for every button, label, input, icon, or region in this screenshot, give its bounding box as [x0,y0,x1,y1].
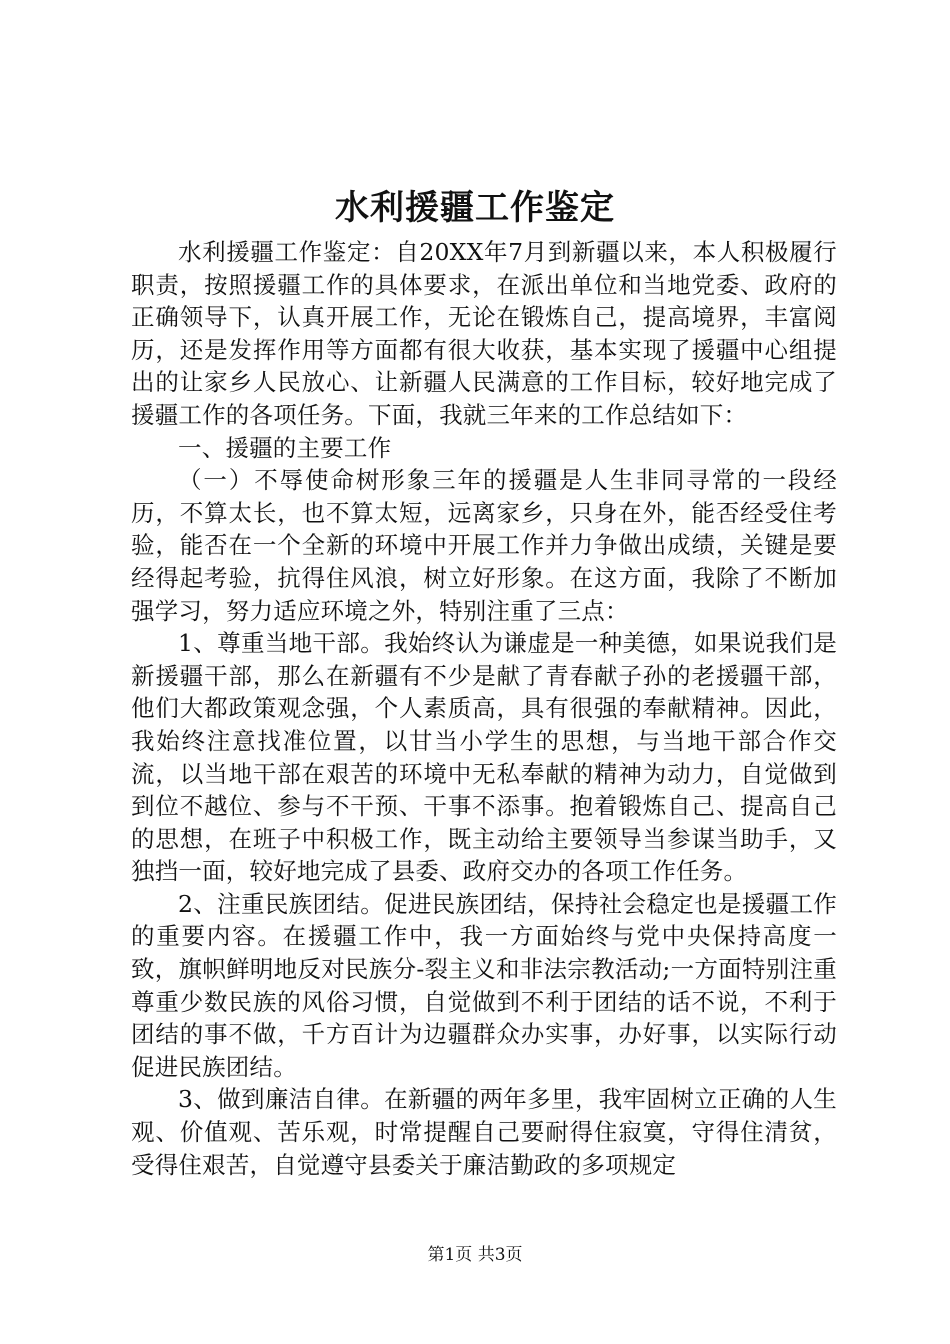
page-footer: 第1页 共3页 [427,1245,523,1265]
point-3-paragraph: 3、做到廉洁自律。在新疆的两年多里，我牢固树立正确的人生观、价值观、苦乐观，时常提醒自己要耐得住寂寞，守得住清贫，受得住艰苦，自觉遵守县委关于廉洁勤政的多项规定 [131,1085,837,1179]
document-title: 水利援疆工作鉴定 [335,188,615,228]
point-2-paragraph: 2、注重民族团结。促进民族团结，保持社会稳定也是援疆工作的重要内容。在援疆工作中，我一方面始终与党中央保持高度一致，旗帜鲜明地反对民族分-裂主义和非法宗教活动;一方面特别注重尊重少数民族的风俗习惯，自觉做到不利于团结的话不说，不利于团结的事不做，千方百计为边疆群众办实事，办好事，以实际行动促进民族团结。 [131,889,837,1081]
subsection-paragraph: （一）不辱使命树形象三年的援疆是人生非同寻常的一段经历，不算太长，也不算太短，远离家乡，只身在外，能否经受住考验，能否在一个全新的环境中开展工作并力争做出成绩，关键是要经得起考验，抗得住风浪，树立好形象。在这方面，我除了不断加强学习，努力适应环境之外，特别注重了三点： [131,466,837,625]
intro-paragraph: 水利援疆工作鉴定：自20XX年7月到新疆以来，本人积极履行职责，按照援疆工作的具体要求，在派出单位和当地党委、政府的正确领导下，认真开展工作，无论在锻炼自己，提高境界，丰富阅历，还是发挥作用等方面都有很大收获，基本实现了援疆中心组提出的让家乡人民放心、让新疆人民满意的工作目标，较好地完成了援疆工作的各项任务。下面，我就三年来的工作总结如下： [131,238,837,429]
section-heading: 一、援疆的主要工作 [178,433,392,462]
document-body [131,236,837,1181]
point-1-paragraph: 1、尊重当地干部。我始终认为谦虚是一种美德，如果说我们是新援疆干部，那么在新疆有不少是献了青春献子孙的老援疆干部，他们大都政策观念强，个人素质高，具有很强的奉献精神。因此，我始终注意找准位置，以甘当小学生的思想，与当地干部合作交流，以当地干部在艰苦的环境中无私奉献的精神为动力，自觉做到到位不越位、参与不干预、干事不添事。抱着锻炼自己、提高自己的思想，在班子中积极工作，既主动给主要领导当参谋当助手，又独挡一面，较好地完成了县委、政府交办的各项工作任务。 [131,629,837,886]
